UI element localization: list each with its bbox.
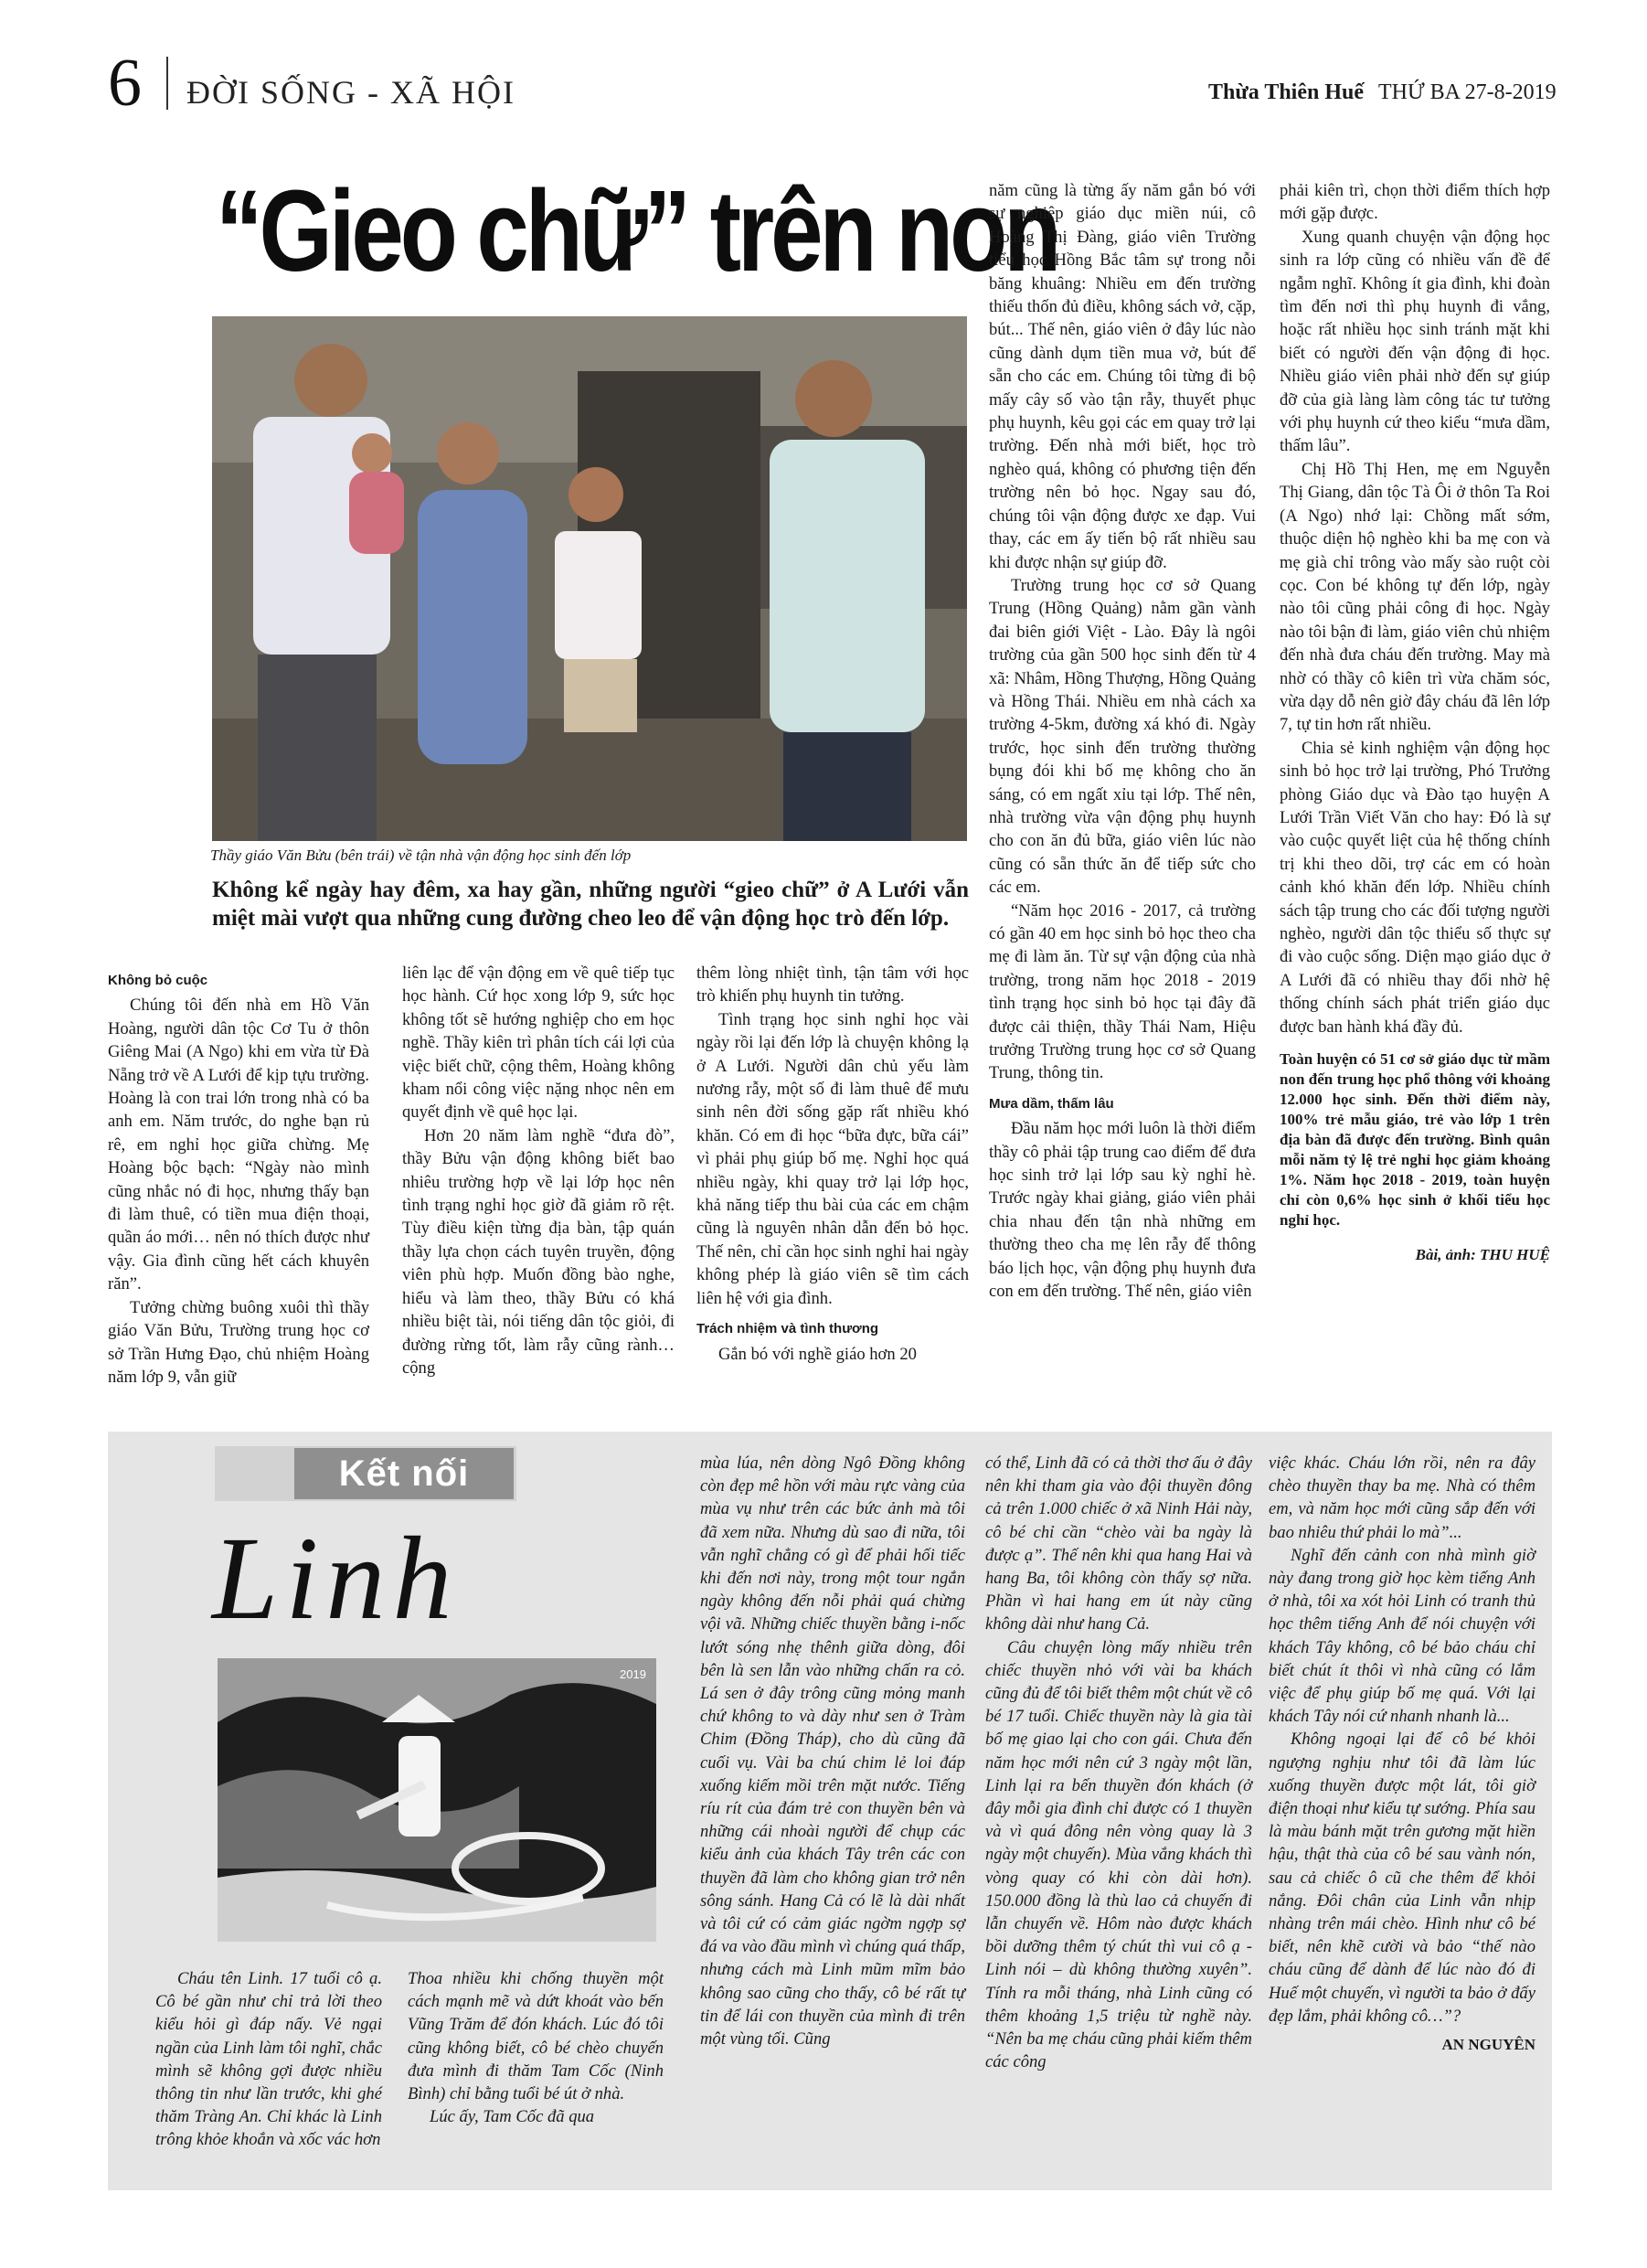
section-title: ĐỜI SỐNG - XÃ HỘI (186, 74, 515, 111)
paragraph: Chị Hồ Thị Hen, mẹ em Nguyễn Thị Giang, dân tộc Tà Ôi ở thôn Ta Roi (A Ngo) nhớ lại: Chồng mất sớm, thuộc diện hộ nghèo khi ba mẹ con và mẹ già chỉ trông vào mấy sào ruột còi cọc. Con bé không tự đến lớp, ngày nào tôi cũng phải công đi học. Ngày nào tôi bận đi làm, giáo viên chủ nhiệm đến nhà đưa cháu đến trường. May mà nhờ có thầy cô kiên trì vừa chăm sóc, vừa dạy dỗ nên giờ đây cháu đã lên lớp 7, tự tin hơn rất nhiều. (1280, 459, 1550, 735)
subheading: Trách nhiệm và tình thương (696, 1321, 879, 1337)
kicker-label: Kết nối (294, 1448, 514, 1499)
issue-date: THỨ BA 27-8-2019 (1378, 80, 1557, 104)
paragraph: Hơn 20 năm làm nghề “đưa đò”, thầy Bửu vận động không biết bao nhiêu trường hợp về lại lớp học nên tình trạng nghỉ học giờ đã giảm rõ rệt. Tùy điều kiện từng địa bàn, tập quán thầy lựa chọn cách tuyên truyền, động viên phù hợp. Muốn đồng bào nghe, hiểu và làm theo, thầy Bửu có khá nhiều biệt tài, nói tiếng dân tộc giỏi, đi đường rừng tốt, làm rẫy cũng rành… cộng (402, 1125, 675, 1378)
paragraph: Chúng tôi đến nhà em Hồ Văn Hoàng, người dân tộc Cơ Tu ở thôn Giêng Mai (A Ngo) khi em vừa từ Đà Nẵng trở về A Lưới để kịp tựu trường. Hoàng là con trai lớn trong nhà có ba anh em. Năm trước, do nghe bạn rủ rê, em nghỉ học giữa chừng. Mẹ Hoàng bộc bạch: “Ngày nào mình cũng nhắc nó đi học, nhưng thấy bạn đi làm thuê, có tiền mua điện thoại, quần áo mới… nên nó thích được như vậy. Gia đình cũng hết cách khuyên răn”. (108, 996, 369, 1294)
paragraph: năm cũng là từng ấy năm gắn bó với sự nghiệp giáo dục miền núi, cô Hoàng Thị Đàng, giáo viên Trường tiểu học Hồng Bắc tâm sự trong nỗi băng khuâng: Nhiều em đến trường thiếu thốn đủ điều, không sách vở, cặp, bút... Thế nên, giáo viên ở đây lúc nào cũng dành dụm tiền mua vở, bút để sẵn cho các em. Chúng tôi từng đi bộ mấy cây số vào tận rẫy, thuyết phục phụ huynh, kêu gọi các em quay trở lại trường. Đến nhà mới biết, học trò nghèo quá, không có phương tiện đến trường nên bỏ học. Ngay sau đó, chúng tôi vận động được xe đạp. Vui thay, các em ấy tiến bộ rất nhiều sau khi được nhận sự giúp đỡ. (989, 181, 1256, 572)
paragraph: Trường trung học cơ sở Quang Trung (Hồng Quảng) nằm gần vành đai biên giới Việt - Lào. Đây là ngôi trường của gần 500 học sinh đến từ 4 xã: Nhâm, Hồng Thượng, Hồng Quảng và Hồng Thái. Nhiều em nhà cách xa trường 4-5km, đường xá khó đi. Ngày trước, học sinh đến trường thường bụng đói khi bố mẹ không cho ăn sáng, có em ngất xỉu tại lớp. Thế nên, nhà trường vừa vận động phụ huynh cho con ăn đủ bữa, giáo viên lúc nào cũng có sẵn thức ăn để tiếp sức cho các em. (989, 575, 1256, 898)
paragraph: Xung quanh chuyện vận động học sinh ra lớp cũng có nhiều vấn đề để ngẫm nghĩ. Không ít gia đình, khi đoàn tìm đến nơi thì phụ huynh đi vắng, hoặc rất nhiều học sinh tránh mặt khi biết có người đến vận động đi học. Nhiều giáo viên phải nhờ đến sự giúp đỡ của già làng làm công tác tư tưởng với phụ huynh cứ theo kiểu “mưa dầm, thấm lâu”. (1280, 227, 1550, 456)
paragraph: việc khác. Cháu lớn rồi, nên ra đây chèo thuyền thay ba mẹ. Nhà có thêm em, và năm học mới cũng sắp đến với bao nhiêu thứ phải lo mà”... (1269, 1453, 1535, 1542)
article-lead: Không kể ngày hay đêm, xa hay gần, những người “gieo chữ” ở A Lưới vẫn miệt mài vượt qua những cung đường cheo leo để vận động học trò đến lớp. (212, 878, 969, 931)
article-column-3 (696, 962, 969, 1366)
article-photo (212, 316, 967, 841)
article-column-2 (402, 962, 675, 1379)
paragraph: Cháu tên Linh. 17 tuổi cô ạ. Cô bé gần như chỉ trả lời theo kiểu hỏi gì đáp nấy. Vẻ ngại ngần của Linh làm tôi nghĩ, chắc mình sẽ không gợi được nhiều thông tin như lần trước, khi ghé thăm Tràng An. Chỉ khác là Linh trông khỏe khoắn và xốc vác hơn (155, 1969, 382, 2150)
paragraph: Không ngoại lại để cô bé khỏi ngượng nghịu như tôi đã làm lúc xuống thuyền được một lát, tôi giờ điện thoại như kiểu tự sướng. Phía sau là màu bánh mặt trên gương mặt hiền hậu, thật thà của cô bé sau vành nón, sau cả chiếc ô cũ che thêm để khỏi nắng. Đôi chân của Linh vẫn nhịp nhàng trên mái chèo. Hình như cô bé biết, nên khẽ cười và bảo “thế nào cháu cũng để dành để lúc nào đó đi Huế một chuyến, vì người ta bảo ở đấy đẹp lắm, phải không cô…”? (1269, 1730, 1535, 2026)
article-headline: “Gieo chữ” trên non (216, 166, 1058, 295)
paragraph: “Năm học 2016 - 2017, cả trường có gần 40 em học sinh bỏ học theo cha mẹ đi làm ăn. Từ sự vận động của nhà trường, trong năm học 2018 - 2019 tình trạng học sinh bỏ học tại đây đã được cải thiện, thầy Thái Nam, Hiệu trưởng Trường trung học cơ sở Quang Trung, thông tin. (989, 900, 1256, 1083)
article-column-5 (1280, 179, 1550, 1266)
paragraph: Tưởng chừng buông xuôi thì thầy giáo Văn Bửu, Trường trung học cơ sở Trần Hưng Đạo, chủ nhiệm Hoàng năm lớp 9, vẫn giữ (108, 1297, 369, 1387)
paragraph: Nghĩ đến cảnh con nhà mình giờ này đang trong giờ học kèm tiếng Anh ở nhà, tôi xa xót hỏi Linh có tranh thủ học thêm tiếng Anh để nói chuyện với khách Tây không, cô bé bảo cháu chỉ biết chút ít thôi vì nhà cũng có lắm việc để phụ giúp bố mẹ quá. Với lại khách Tây nói cứ nhanh nhanh là... (1269, 1545, 1535, 1727)
paragraph: phải kiên trì, chọn thời điểm thích hợp mới gặp được. (1280, 181, 1550, 224)
paragraph: Thoa nhiều khi chống thuyền một cách mạnh mẽ và dứt khoát vào bến Vũng Trăm để đón khách. Lúc đó tôi cũng không biết, cô bé chèo chuyến đưa mình đi thăm Tam Cốc (Ninh Bình) chỉ bằng tuổi bé út ở nhà. (408, 1969, 664, 2104)
paragraph: Tình trạng học sinh nghỉ học vài ngày rồi lại đến lớp là chuyện không lạ ở A Lưới. Người dân chủ yếu làm nương rẫy, một số đi làm thuê để mưu sinh nên đời sống gặp rất nhiều khó khăn. Có em đi học “bữa đực, bữa cái” vì phải phụ giúp bố mẹ. Nghỉ học quá nhiều ngày, khi quay trở lại lớp học, khả năng tiếp thu bài của các em chậm cũng là nguyên nhân dẫn đến bỏ học. Thế nên, chỉ cần học sinh nghỉ hai ngày không phép là giáo viên sẽ tìm cách liên hệ với gia đình. (696, 1009, 969, 1308)
subheading: Mưa dầm, thấm lâu (989, 1095, 1114, 1112)
byline: Bài, ảnh: THU HUỆ (1415, 1246, 1550, 1264)
paragraph: Câu chuyện lòng mấy nhiều trên chiếc thuyền nhỏ với vài ba khách cũng đủ để tôi biết thêm một chút về cô bé 17 tuổi. Chiếc thuyền này là gia tài bố mẹ giao lại cho con gái. Chưa đến năm học mới nên cứ 3 ngày một lần, Linh lại ra bến thuyền đón khách (ở đây mỗi gia đình chỉ được có 1 thuyền và vì quá đông nên vòng quay là 3 ngày một chuyến). Mùa vắng khách thì vòng quay có khi còn dài hơn). 150.000 đồng là thù lao cả chuyến đi lẫn chuyến về. Hôm nào được khách bồi dưỡng thêm tý chút thì vui cô ạ - Linh nói – dù không thường xuyên”. Tính ra mỗi tháng, nhà Linh cũng có thêm khoảng 1,5 triệu từ nghề này. “Nên ba mẹ cháu cũng phải kiếm thêm các công (985, 1637, 1252, 2072)
header-divider (166, 57, 168, 110)
illustration-year: 2019 (620, 1667, 646, 1681)
paragraph: Chia sẻ kinh nghiệm vận động học sinh bỏ học trở lại trường, Phó Trưởng phòng Giáo dục và Đào tạo huyện A Lưới Trần Viết Văn cho hay: Đó là sự vào cuộc quyết liệt của hệ thống chính trị khi theo dõi, trợ các em có hoàn cảnh khó khăn đến lớp. Nhiều chính sách tập trung cho các đối tượng người nghèo, người dân tộc thiểu số thực sự đi vào cuộc sống. Diện mạo giáo dục ở A Lưới đã có nhiều thay đổi nhờ hệ thống chính sách phát triển giáo dục được ban hành khá đầy đủ. (1280, 738, 1550, 1037)
paragraph: thêm lòng nhiệt tình, tận tâm với học trò khiến phụ huynh tin tưởng. (696, 964, 969, 1006)
paragraph: có thể, Linh đã có cả thời thơ ấu ở đây nên khi tham gia vào đội thuyền đông cả trên 1.000 chiếc ở xã Ninh Hải này, cô bé chỉ cần “chèo vài ba ngày là được ạ”. Thế nên khi qua hang Hai và hang Ba, tôi không còn thấy sợ nữa. Phần vì hai hang em út này cũng không dài như hang Cả. (985, 1453, 1252, 1634)
page-number: 6 (108, 46, 142, 121)
newspaper-name: Thừa Thiên Huế (1208, 80, 1365, 104)
article-column-1 (108, 962, 369, 1389)
photo-caption: Thầy giáo Văn Bửu (bên trái) về tận nhà vận động học sinh đến lớp (210, 847, 632, 864)
feature-column-1 (155, 1967, 382, 2152)
paragraph: Đầu năm học mới luôn là thời điểm thầy cô phải tập trung cao điểm để đưa học sinh trở lại lớp sau kỳ nghỉ hè. Trước ngày khai giảng, giáo viên phải chia nhau đến tận nhà những em thường theo cha mẹ lên rẫy để thông báo lịch học, vận động phụ huynh đưa con em đến trường. Thế nên, giáo viên (989, 1119, 1256, 1302)
paragraph: mùa lúa, nên dòng Ngô Đồng không còn đẹp mê hồn với màu rực vàng của mùa vụ như trên các bức ảnh mà tôi đã xem nữa. Nhưng dù sao đi nữa, tôi vẫn nghĩ chẳng có gì để phải hối tiếc khi đến nơi này, trong một tour ngắn ngày không đến nỗi phải quá chừng vội vã. Những chiếc thuyền bằng i-nốc lướt sóng nhẹ thênh giữa dòng, đôi bên là sen lẫn vào những chấn ra cỏ. Lá sen ở đây trông cũng mỏng manh chứ không to và dày như sen ở Tràm Chim (Đồng Tháp), cho dù cũng đã cuối vụ. Vài ba chú chim lẻ loi đáp xuống kiếm mồi trên mặt nước. Tiếng ríu rít của đám trẻ con thuyền bên và những cái nhoài người để chụp các kiểu ảnh của khách Tây trên các con thuyền đã làm cho không gian trở nên sông sánh. Hang Cả có lẽ là dài nhất và tôi cứ có cảm giác ngờm ngợp sợ đá va vào đầu mình vì chúng quá thấp, nhưng cách mà Linh mũm mĩm bảo không sao cũng cho thấy, cô bé rất tự tin để lái con thuyền của mình đi trên một vùng tối. Cũng (700, 1453, 965, 2050)
subheading: Không bỏ cuộc (108, 973, 208, 988)
paragraph: Gắn bó với nghề giáo hơn 20 (718, 1344, 917, 1364)
paragraph: liên lạc để vận động em về quê tiếp tục học hành. Cứ học xong lớp 9, sức học không tốt sẽ hướng nghiệp cho em học nghề. Thầy kiên trì phân tích cái lợi của việc biết chữ, cộng thêm, Hoàng không kham nổi công việc nặng nhọc nên em quyết định về quê học lại. (402, 964, 675, 1123)
article-column-4 (989, 179, 1256, 1304)
feature-column-3 (700, 1452, 965, 2050)
feature-column-2 (408, 1967, 664, 2128)
feature-illustration (218, 1658, 656, 1942)
author: AN NGUYÊN (1441, 2036, 1535, 2054)
feature-title: Linh (212, 1513, 460, 1645)
fact-box: Toàn huyện có 51 cơ sở giáo dục từ mầm non đến trung học phổ thông với khoảng 12.000 học sinh. Đến thời điểm này, 100% trẻ mẫu giáo, trẻ vào lớp 1 trên địa bàn đã được đến trường. Bình quân mỗi năm tỷ lệ trẻ nghỉ học giảm khoảng 1%. Năm học 2018 - 2019, toàn huyện chỉ còn 0,6% học sinh ở khối tiểu học nghỉ học. (1280, 1050, 1550, 1230)
feature-column-4 (985, 1452, 1252, 2073)
paragraph: Lúc ấy, Tam Cốc đã qua (430, 2107, 595, 2127)
feature-column-5 (1269, 1452, 1535, 2056)
